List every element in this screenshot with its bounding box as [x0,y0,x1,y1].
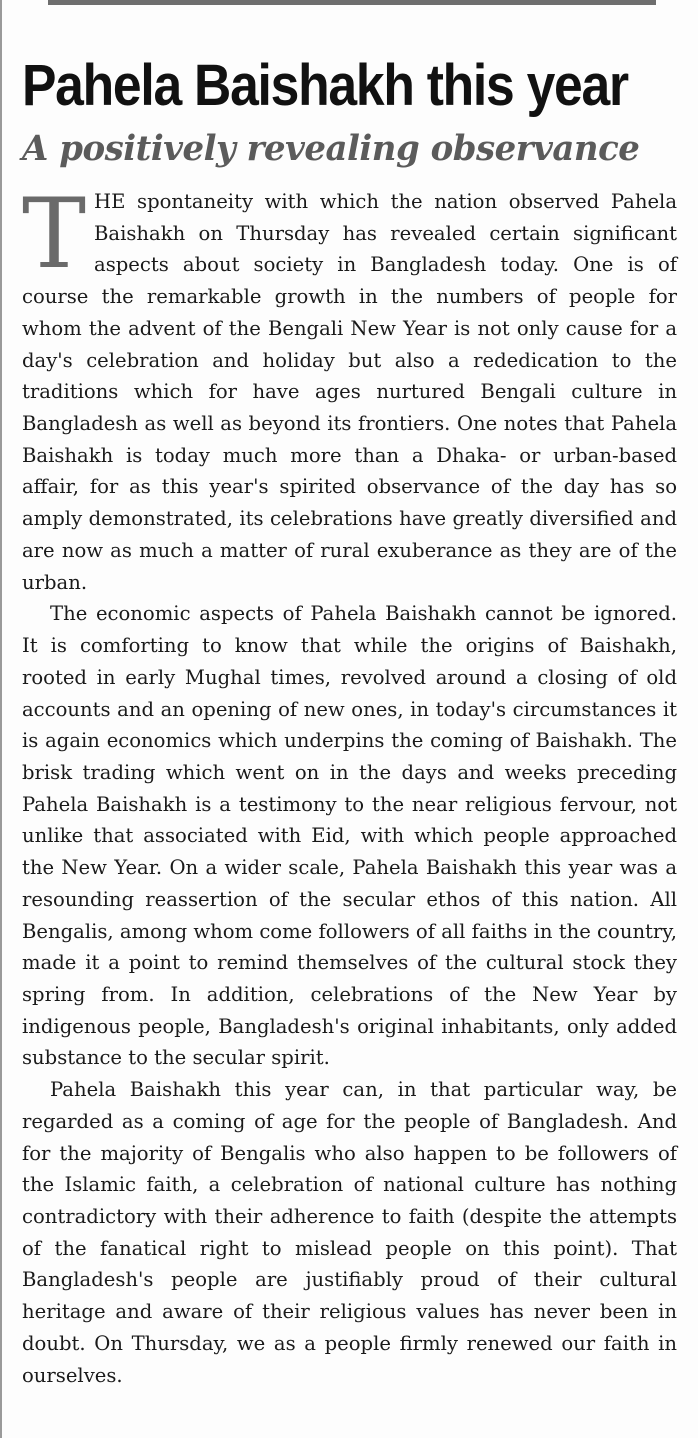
article-paragraph-3: Pahela Baishakh this year can, in that particular way, be regarded as a coming of age for the people of Bangladesh. And for the majority of Bengalis who also happen to be followers of the Islamic faith, a celebration of national culture has nothing contradictory with their adherence to faith (despite the attempts of the fanatical right to mislead people on this point). That Bangladesh's people are justifiably proud of their cultural heritage and aware of their religious values has never been in doubt. On Thursday, we as a people firmly renewed our faith in ourselves. [22,1078,677,1387]
top-rule [48,0,656,5]
article-paragraph-2: The economic aspects of Pahela Baishakh cannot be ignored. It is comforting to know that while the origins of Baishakh, rooted in early Mughal times, revolved around a closing of old accounts and an opening of new ones, in today's circumstances it is again economics which underpins the coming of Baishakh. The brisk trading which went on in the days and weeks preceding Pahela Baishakh is a testimony to the near religious fervour, not unlike that associated with Eid, with which people approached the New Year. On a wider scale, Pahela Baishakh this year was a resounding reassertion of the secular ethos of this nation. All Bengalis, among whom come followers of all faiths in the country, made it a point to remind themselves of the cultural stock they spring from. In addition, celebrations of the New Year by indigenous people, Bangladesh's original inhabitants, only added substance to the secular spirit. [22,602,677,1070]
article-headline: Pahela Baishakh this year [22,53,628,118]
paragraph-1-text: HE spontaneity with which the nation observed Pahela Baishakh on Thursday has revealed certain significant aspects about society in Bangladesh today. One is of course the remarkable growth in the numbers of people for whom the advent of the Bengali New Year is not only cause for a day's celebration and holiday but also a rededication to the traditions which for have ages nurtured Bengali culture in Bangladesh as well as beyond its frontiers. One notes that Pahela Baishakh is today much more than a Dhaka- or urban-based affair, for as this year's spirited observance of the day has so amply demonstrated, its celebrations have greatly diversified and are now as much a matter of rural exuberance as they are of the urban. [22,190,677,594]
article-body [22,178,677,1391]
drop-cap: T [22,178,87,290]
article-paragraph-1 [22,178,677,598]
article-subheadline: A positively revealing observance [22,128,640,169]
